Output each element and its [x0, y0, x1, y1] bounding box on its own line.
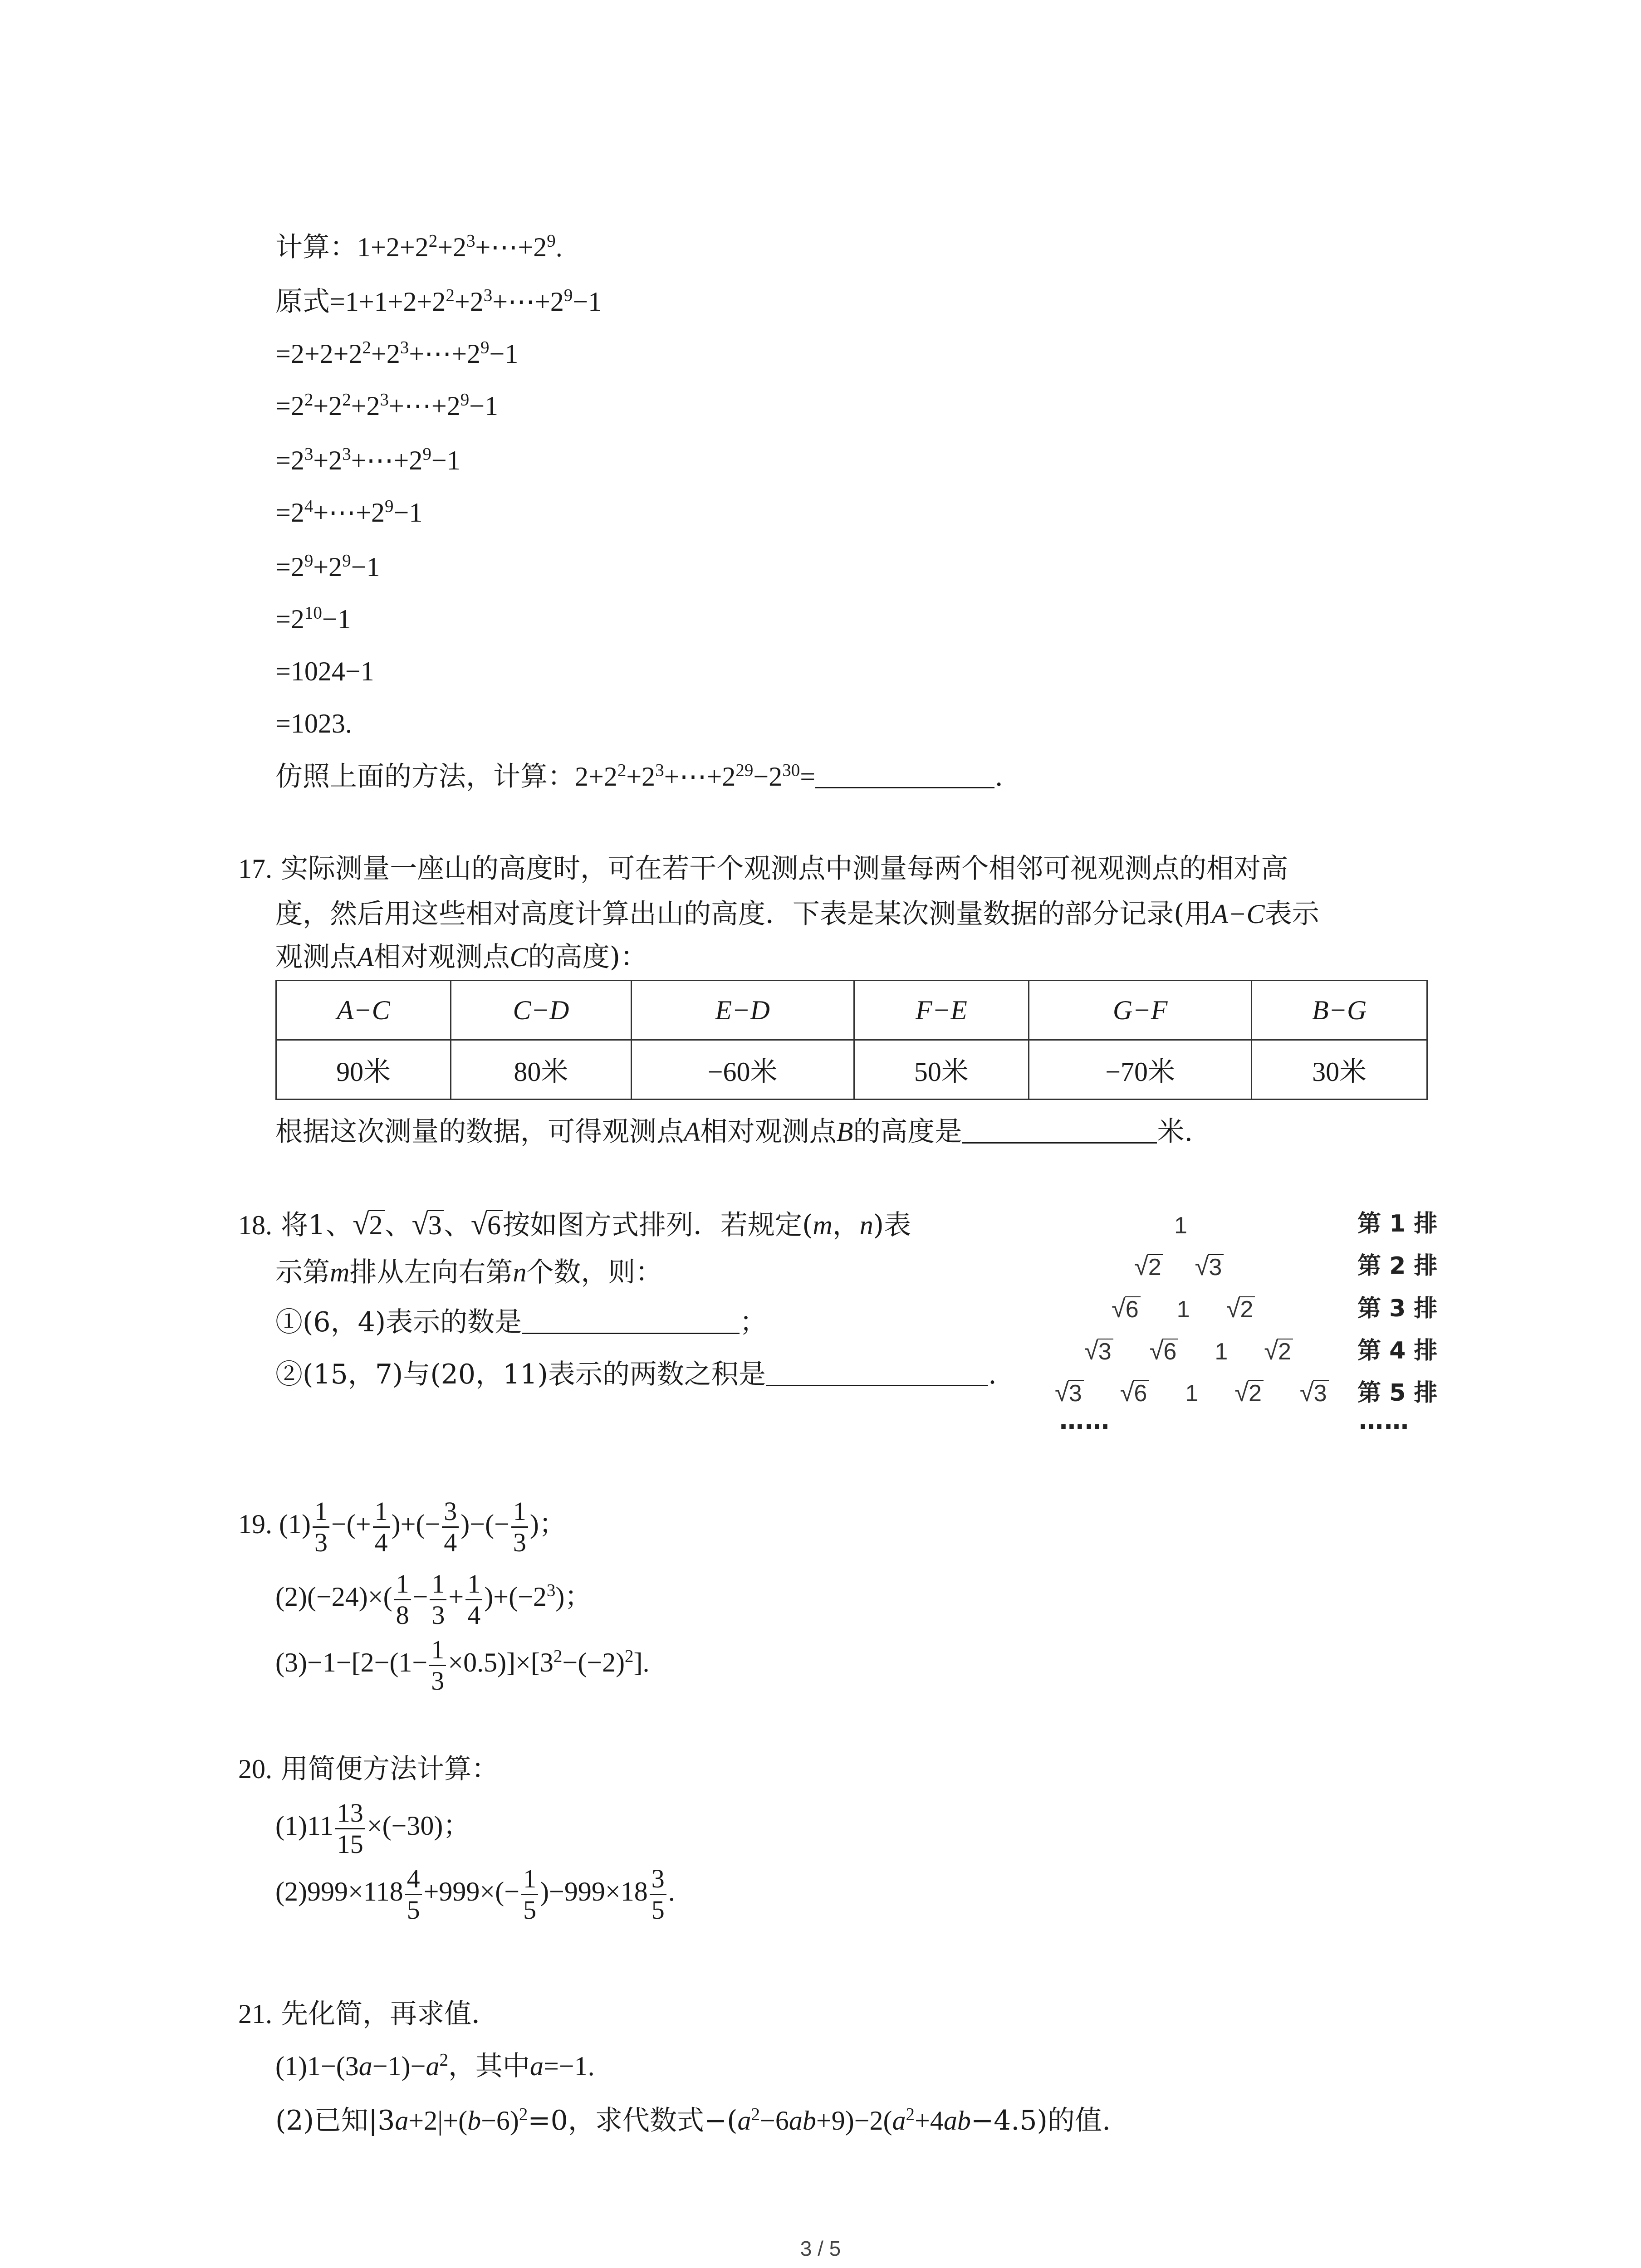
- fraction: $\frac{1}{5}$: [521, 1866, 538, 1923]
- q16-line-1: 计算：$1+2+2^2+2^3+\cdots+2^9$.: [275, 231, 563, 263]
- fraction: $\frac{3}{4}$: [442, 1498, 459, 1556]
- q16-line-4: $=2^2+2^2+2^3+\cdots+2^9-1$: [275, 390, 499, 421]
- figure-row-2: √2 √3: [1134, 1253, 1224, 1281]
- q17-line-1: 17. 实际测量一座山的高度时，可在若干个观测点中测量每两个相邻可视观测点的相对高: [238, 853, 1288, 885]
- figure-dots-right: ……: [1359, 1406, 1410, 1435]
- q16-line-5: $=2^3+2^3+\cdots+2^9-1$: [275, 444, 460, 475]
- table-cell: 30米: [1252, 1040, 1427, 1100]
- q17-height-table: [275, 980, 1428, 1100]
- q16-answer-blank[interactable]: [815, 761, 994, 788]
- table-cell: 50米: [854, 1040, 1029, 1100]
- fraction: $\frac{1}{8}$: [394, 1571, 411, 1628]
- q19-part-1: 19. (1) $\frac{1}{3}$ −(+ $\frac{1}{4}$ )+(− $\frac{3}{4}$ )−(− $\frac{1}{3}$ )；: [238, 1496, 566, 1557]
- page-number: 3 / 5: [800, 2237, 841, 2260]
- q17-answer-blank[interactable]: [962, 1116, 1157, 1144]
- q16-line-8: $=2^{10}-1$: [275, 603, 351, 634]
- q18-line-2: 示第m排从左向右第n个数，则：: [275, 1256, 663, 1288]
- q18-answer-blank-1[interactable]: [522, 1306, 740, 1334]
- table-cell: 80米: [451, 1040, 631, 1100]
- q18-item-2: ②(15，7)与(20，11)表示的两数之积是 .: [275, 1359, 997, 1390]
- fraction: $\frac{1}{3}$: [430, 1571, 446, 1628]
- row-label-4: 第 4 排: [1357, 1337, 1438, 1364]
- q20-title: 20. 用简便方法计算：: [238, 1753, 499, 1785]
- q16-line-10: =1023.: [275, 709, 352, 738]
- figure-dots-left: ……: [1059, 1406, 1110, 1435]
- table-header-cell: A−C: [276, 981, 451, 1040]
- row-label-1: 第 1 排: [1357, 1210, 1438, 1237]
- q18-line-1: 18. 将1、√2、√3、√6按如图方式排列．若规定(m，n)表: [238, 1208, 911, 1241]
- q21-part-2: (2)已知$|3a+2|+(b-6)^2=0$，求代数式$-(a^2-6ab+9)-2(a^2+4ab-4.5)$的值.: [275, 2104, 1111, 2136]
- table-cell: −60米: [631, 1040, 854, 1100]
- q17-question: 根据这次测量的数据，可得观测点A相对观测点B的高度是 米.: [275, 1116, 1193, 1148]
- q17-line-3: 观测点A相对观测点C的高度)：: [275, 941, 648, 973]
- q20-part-2: (2)999×118 $\frac{4}{5}$ +999×(− $\frac{1}{5}$ )−999×18 $\frac{3}{5}$ .: [275, 1863, 675, 1925]
- fraction: $\frac{13}{15}$: [335, 1800, 365, 1857]
- q19-part-2: (2)(−24)×( $\frac{1}{8}$ − $\frac{1}{3}$ + $\frac{1}{4}$ )$+(-2^3)$；: [275, 1569, 592, 1630]
- table-cell: −70米: [1029, 1040, 1252, 1100]
- q16-task: 仿照上面的方法，计算：$2+2^2+2^3+\cdots+2^{29}-2^{30}=$ .: [275, 760, 1004, 792]
- fraction: $\frac{1}{3}$: [429, 1637, 446, 1694]
- figure-row-3: √6 1 √2: [1112, 1295, 1255, 1323]
- q18-answer-blank-2[interactable]: [766, 1359, 988, 1386]
- q21-part-1: $(1)1-(3a-1)-a^2$，其中a=−1.: [275, 2050, 595, 2082]
- fraction: $\frac{1}{4}$: [373, 1498, 390, 1556]
- fraction: $\frac{1}{3}$: [511, 1498, 528, 1556]
- figure-row-5: √3 √6 1 √2 √3: [1055, 1379, 1329, 1407]
- q16-line-3: $=2+2+2^2+2^3+\cdots+2^9-1$: [275, 337, 519, 369]
- table-header-row: [276, 981, 1427, 1040]
- fraction: $\frac{3}{5}$: [650, 1866, 666, 1923]
- row-label-3: 第 3 排: [1357, 1295, 1438, 1322]
- table-header-cell: G−F: [1029, 981, 1252, 1040]
- figure-row-1: 1: [1174, 1212, 1187, 1239]
- fraction: $\frac{1}{3}$: [313, 1498, 329, 1556]
- table-row: [276, 1040, 1427, 1100]
- table-cell: 90米: [276, 1040, 451, 1100]
- q18-item-1: ①(6，4)表示的数是 ；: [275, 1306, 767, 1338]
- row-label-5: 第 5 排: [1357, 1379, 1438, 1407]
- q16-line-7: $=2^9+2^9-1$: [275, 551, 380, 582]
- q16-line-6: $=2^4+\cdots+2^9-1$: [275, 496, 423, 528]
- table-header-cell: F−E: [854, 981, 1029, 1040]
- q20-part-1: (1)11 $\frac{13}{15}$ ×(−30)；: [275, 1798, 470, 1859]
- q16-line-2: 原式$=1+1+2+2^2+2^3+\cdots+2^9-1$: [275, 285, 602, 318]
- table-header-cell: E−D: [631, 981, 854, 1040]
- fraction: $\frac{4}{5}$: [405, 1866, 422, 1923]
- q19-part-3: (3)−1−[2−(1− $\frac{1}{3}$ $\times 0.5)]\times[3^2-(-2)^2]$.: [275, 1634, 650, 1696]
- fraction: $\frac{1}{4}$: [465, 1571, 482, 1628]
- q16-line-9: =1024−1: [275, 656, 374, 686]
- q17-line-2: 度，然后用这些相对高度计算出山的高度．下表是某次测量数据的部分记录(用A−C表示: [275, 898, 1319, 930]
- table-header-cell: C−D: [451, 981, 631, 1040]
- figure-row-4: √3 √6 1 √2: [1084, 1337, 1293, 1365]
- q21-title: 21. 先化简，再求值．: [238, 1998, 499, 2030]
- table-header-cell: B−G: [1252, 981, 1427, 1040]
- row-label-2: 第 2 排: [1357, 1252, 1438, 1280]
